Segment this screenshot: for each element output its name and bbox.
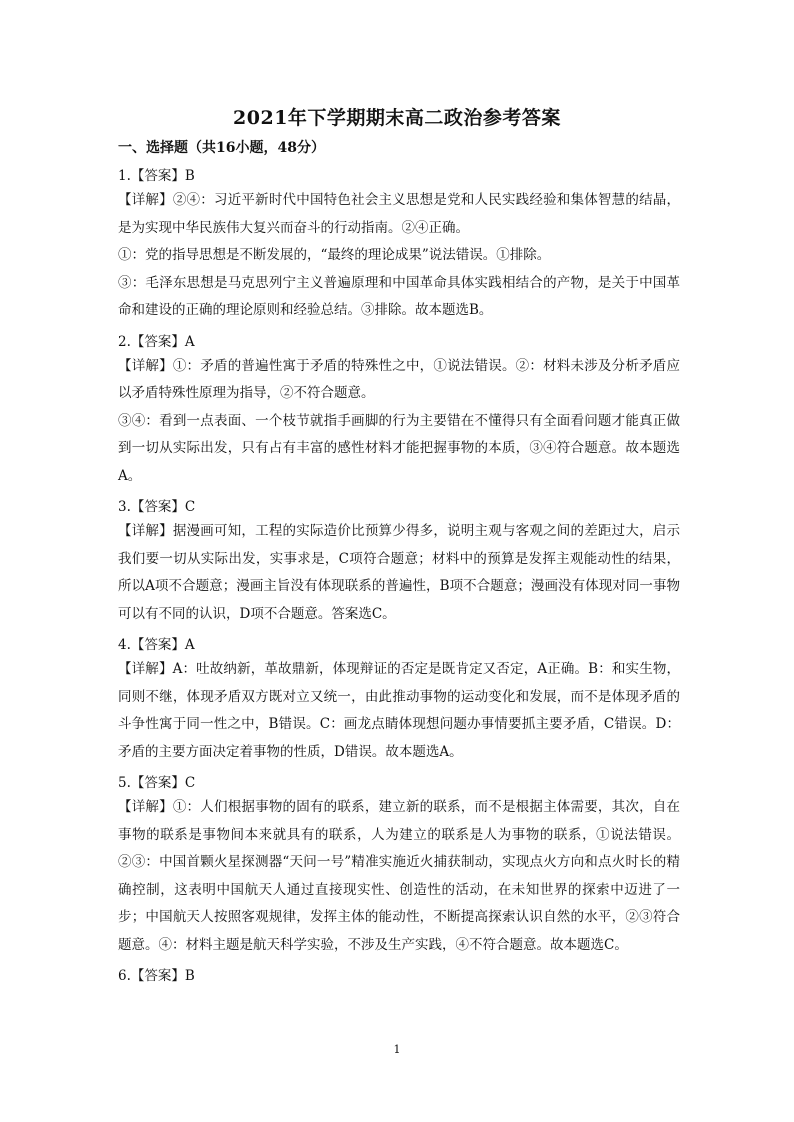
answer-line: 2.【答案】A xyxy=(118,333,195,350)
explanation-paragraph: 【详解】①：矛盾的普遍性寓于矛盾的特殊性之中，①说法错误。②：材料未涉及分析矛盾应以矛盾特殊性原理为指导，②不符合题意。 xyxy=(118,357,680,401)
question-5 xyxy=(118,772,680,959)
question-6 xyxy=(118,965,680,987)
page-number: 1 xyxy=(393,1043,401,1056)
question-2 xyxy=(118,331,680,491)
answer-line: 5.【答案】C xyxy=(118,775,196,791)
answer-line: 3.【答案】C xyxy=(118,499,196,515)
explanation-paragraph: ③④：看到一点表面、一个枝节就指手画脚的行为主要错在不懂得只有全面看问题才能真正做到一切从实际出发，只有占有丰富的感性材料才能把握事物的本质，③④符合题意。故本题选A。 xyxy=(118,412,680,484)
question-3 xyxy=(118,496,680,628)
explanation-paragraph: ①：党的指导思想是不断发展的，“最终的理论成果”说法错误。①排除。 xyxy=(118,247,551,263)
page-title: 2021年下学期期末高二政治参考答案 xyxy=(233,107,561,129)
explanation-paragraph: 【详解】据漫画可知，工程的实际造价比预算少得多，说明主观与客观之间的差距过大，启示我们要一切从实际出发，实事求是，C项符合题意；材料中的预算是发挥主观能动性的结果，所以A项不合题意；漫画主旨没有体现联系的普遍性，B项不合题意；漫画没有体现对同一事物可以有不同的认识，D项不合题意。答案选C。 xyxy=(118,523,680,622)
answer-line: 1.【答案】B xyxy=(118,168,195,184)
explanation-paragraph: 【详解】①：人们根据事物的固有的联系，建立新的联系，而不是根据主体需要，其次，自在事物的联系是事物间本来就具有的联系，人为建立的联系是人为事物的联系，①说法错误。②③：中国首颗火星探测器“天问一号”精准实施近火捕获制动，实现点火方向和点火时长的精确控制，这表明中国航天人通过直接现实性、创造性的活动，在未知世界的探索中迈进了一步；中国航天人按照客观规律，发挥主体的能动性，不断提高探索认识自然的水平，②③符合题意。④：材料主题是航天科学实验，不涉及生产实践，④不符合题意。故本题选C。 xyxy=(118,799,680,953)
explanation-paragraph: 【详解】②④：习近平新时代中国特色社会主义思想是党和人民实践经验和集体智慧的结晶，是为实现中华民族伟大复兴而奋斗的行动指南。②④正确。 xyxy=(118,192,680,236)
question-1 xyxy=(118,165,680,325)
question-4 xyxy=(118,634,680,766)
answer-line: 4.【答案】A xyxy=(118,637,195,653)
section-heading: 一、选择题（共16小题，48分） xyxy=(118,140,325,156)
answer-line: 6.【答案】B xyxy=(118,968,195,984)
explanation-paragraph: ③：毛泽东思想是马克思列宁主义普遍原理和中国革命具体实践相结合的产物，是关于中国革命和建设的正确的理论原则和经验总结。③排除。故本题选B。 xyxy=(118,274,680,318)
explanation-paragraph: 【详解】A：吐故纳新，革故鼎新，体现辩证的否定是既肯定又否定，A正确。B：和实生物，同则不继，体现矛盾双方既对立又统一，由此推动事物的运动变化和发展，而不是体现矛盾的斗争性寓于同一性之中，B错误。C：画龙点睛体现想问题办事情要抓主要矛盾，C错误。D：矛盾的主要方面决定着事物的性质，D错误。故本题选A。 xyxy=(118,661,680,760)
answer-content xyxy=(118,137,680,987)
